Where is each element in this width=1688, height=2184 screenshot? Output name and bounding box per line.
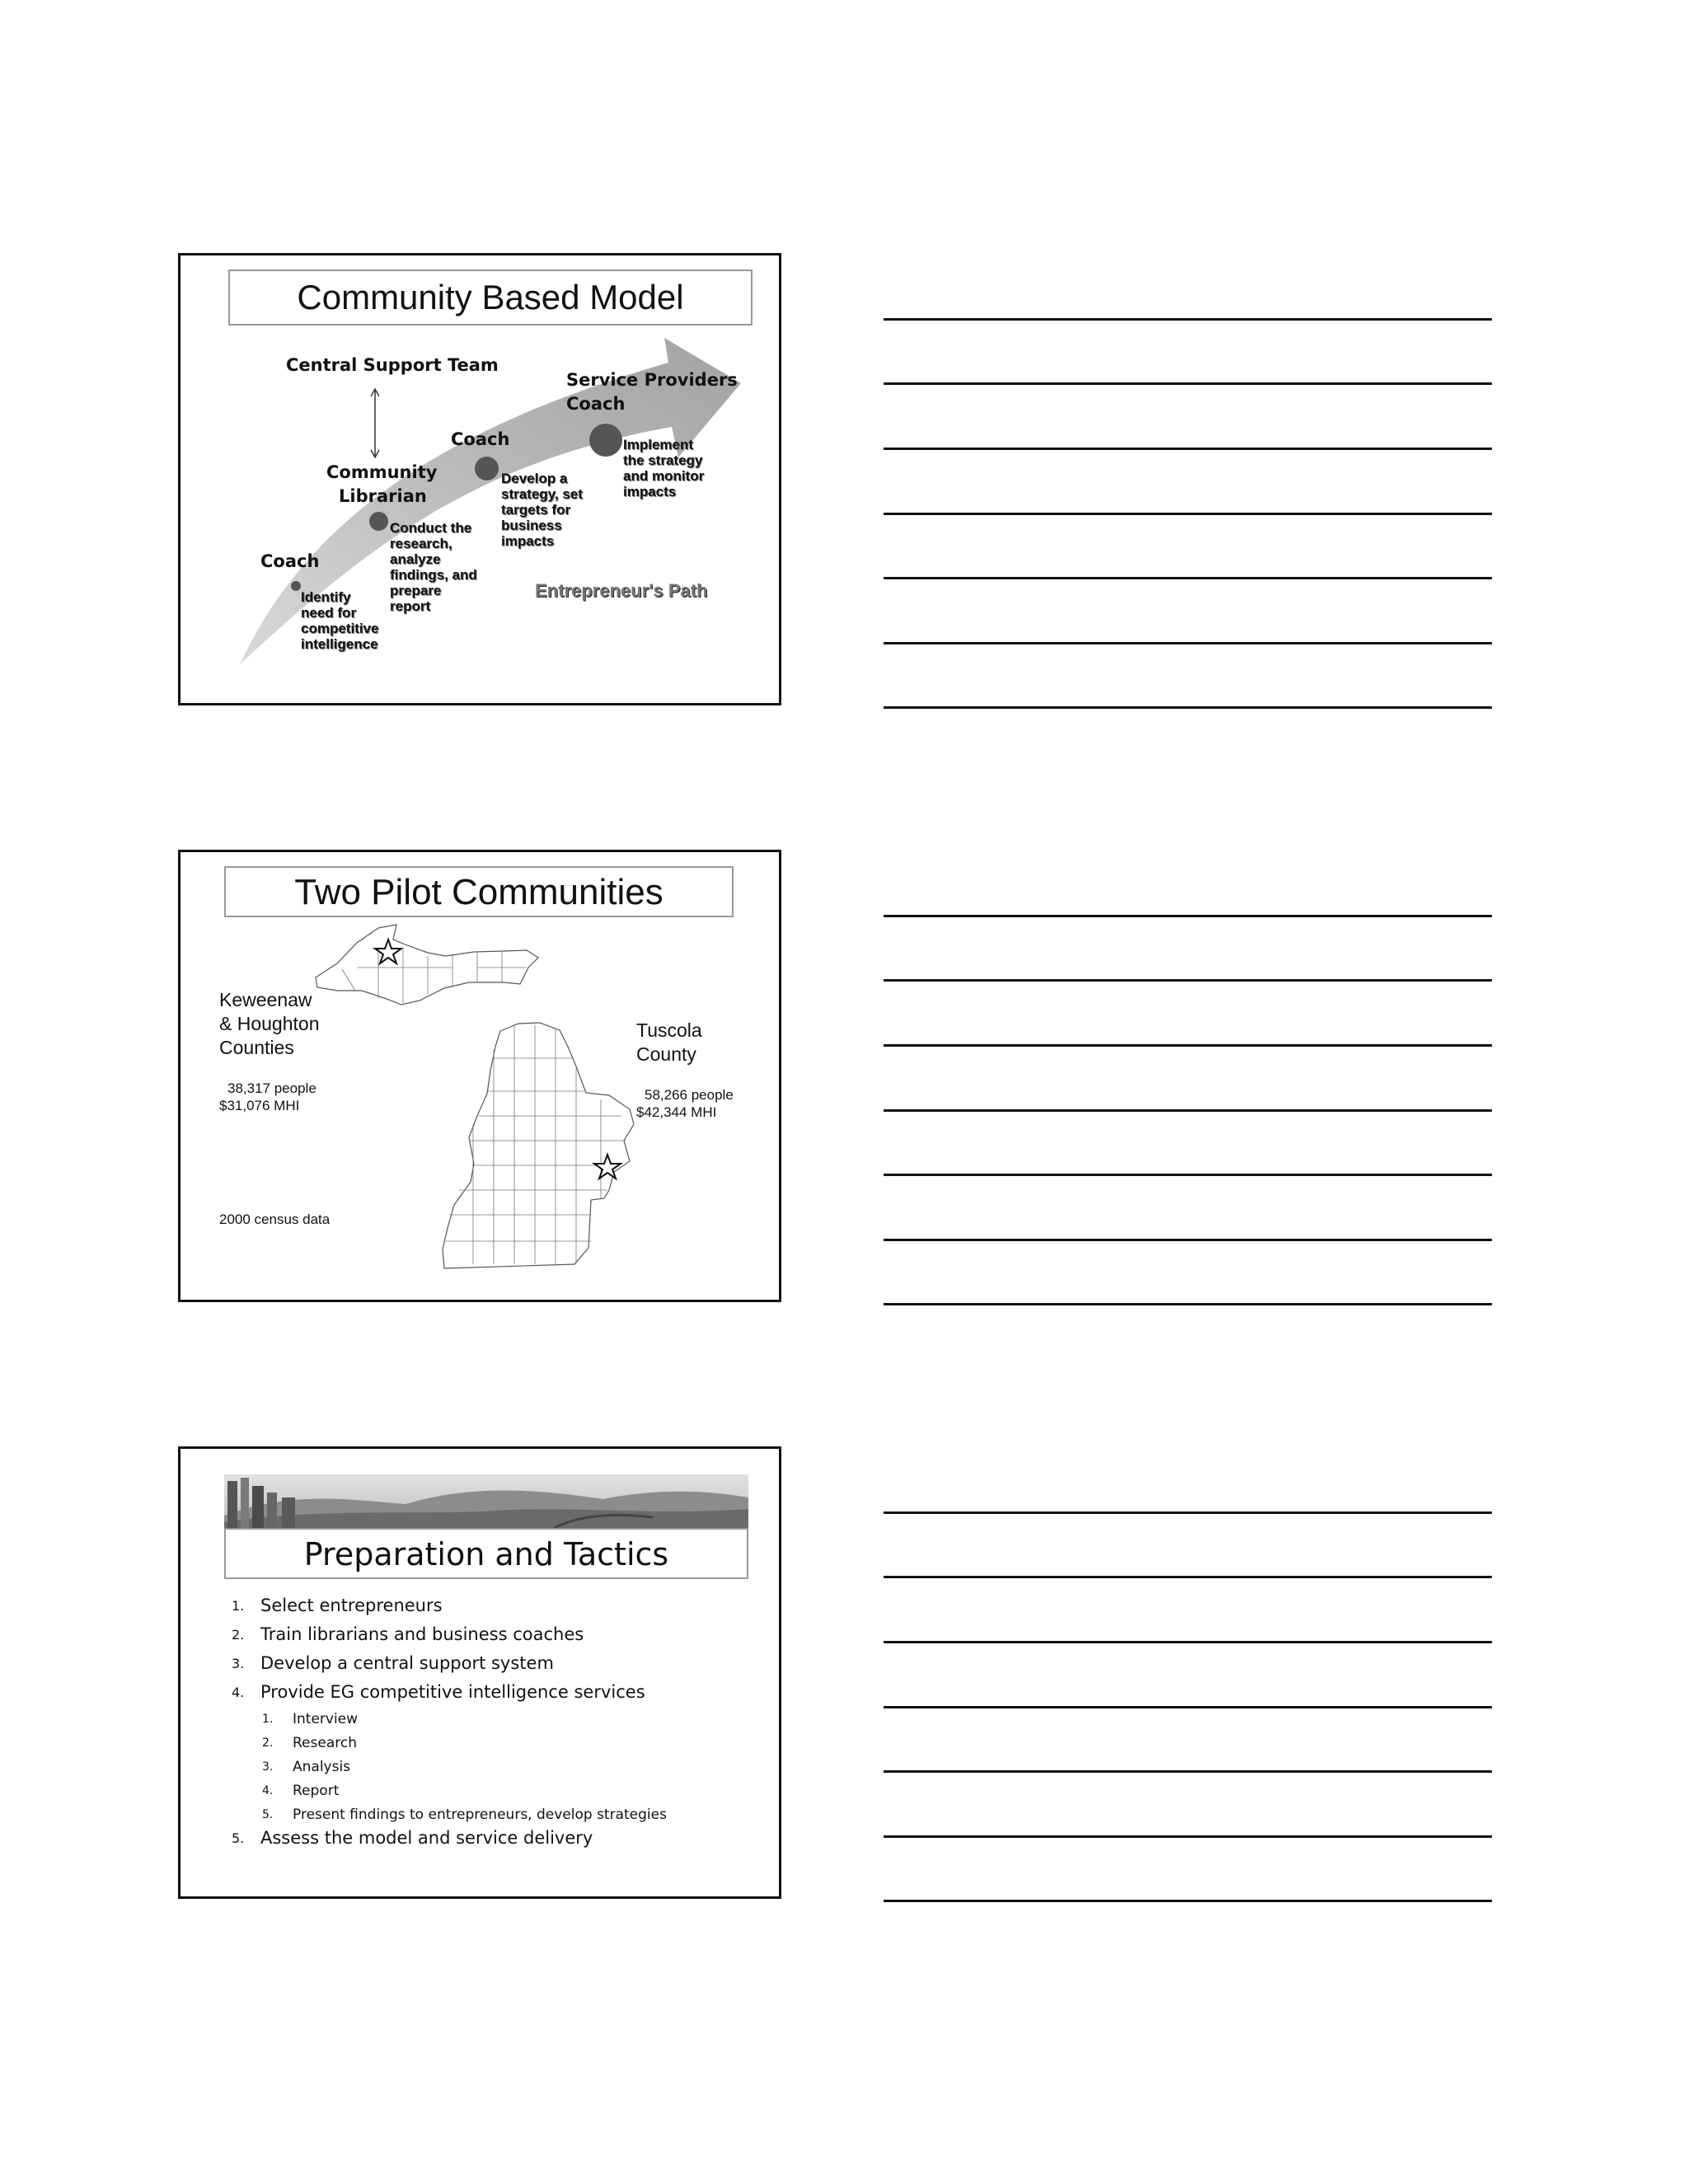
- sublist-item: 4. Report: [262, 1783, 340, 1799]
- slide-title-box: [224, 1528, 748, 1579]
- slide-preparation-and-tactics: [178, 1446, 781, 1899]
- step-dot-4: [589, 424, 622, 457]
- slide-title: Community Based Model: [297, 278, 684, 316]
- notes-line: [884, 1835, 1492, 1838]
- list-item: 4. Provide EG competitive intelligence services: [232, 1682, 645, 1702]
- step-dot-2: [369, 512, 388, 531]
- step-text-identify: Identify need for competitive intelligence: [301, 589, 379, 652]
- notes-line: [884, 1174, 1492, 1176]
- coach-label-top: Coach: [566, 394, 626, 414]
- tactics-list: [232, 1596, 645, 1709]
- census-source-note: 2000 census data: [219, 1212, 331, 1227]
- notes-line: [884, 1706, 1492, 1708]
- notes-line: [884, 1770, 1492, 1773]
- notes-line: [884, 1900, 1492, 1902]
- list-item: 1. Select entrepreneurs: [232, 1596, 443, 1615]
- service-providers-label: Service Providers: [566, 370, 738, 390]
- notes-line: [884, 915, 1492, 917]
- slide-title: Preparation and Tactics: [303, 1536, 669, 1572]
- notes-line: [884, 1303, 1492, 1305]
- tactics-list-final: [232, 1828, 593, 1857]
- sublist-item: 3. Analysis: [262, 1759, 351, 1775]
- step-text-conduct: Conduct the research, analyze findings, and prepare report: [390, 520, 477, 614]
- coach-label-left: Coach: [260, 551, 320, 571]
- notes-line: [884, 448, 1492, 450]
- list-item: 3. Develop a central support system: [232, 1653, 554, 1673]
- notes-line: [884, 513, 1492, 515]
- notes-line: [884, 642, 1492, 644]
- slide-two-pilot-communities: [178, 850, 781, 1302]
- coach-label-mid: Coach: [451, 429, 510, 449]
- librarian-label: Librarian: [339, 486, 427, 506]
- list-item: 2. Train librarians and business coaches: [232, 1624, 584, 1644]
- notes-line: [884, 979, 1492, 982]
- notes-line: [884, 1109, 1492, 1112]
- central-support-team-label: Central Support Team: [286, 355, 499, 375]
- notes-line: [884, 1044, 1492, 1047]
- notes-line: [884, 1511, 1492, 1514]
- michigan-county-map: [181, 852, 779, 1300]
- tactics-sublist: [262, 1711, 667, 1830]
- tuscola-county-label: Tuscola County: [636, 1019, 702, 1065]
- step-dot-1: [291, 581, 301, 591]
- notes-line: [884, 382, 1492, 385]
- step-text-implement: Implement the strategy and monitor impacts: [623, 437, 705, 499]
- notes-line: [884, 1239, 1492, 1241]
- entrepreneurs-path-label: Entrepreneur's Path: [535, 580, 708, 601]
- slide-title: Two Pilot Communities: [294, 872, 663, 912]
- notes-line: [884, 1576, 1492, 1578]
- slide-community-based-model: [178, 253, 781, 705]
- landscape-banner-image: [224, 1474, 748, 1528]
- sublist-item: 2. Research: [262, 1735, 357, 1751]
- keweenaw-houghton-label: Keweenaw & Houghton Counties: [219, 989, 320, 1058]
- step-dot-3: [475, 457, 499, 480]
- notes-line: [884, 1641, 1492, 1643]
- sublist-item: 5. Present findings to entrepreneurs, develop strategies: [262, 1807, 667, 1823]
- notes-line: [884, 577, 1492, 579]
- tuscola-stats: 58,266 people $42,344 MHI: [636, 1087, 734, 1120]
- notes-line: [884, 318, 1492, 321]
- notes-line: [884, 706, 1492, 709]
- list-item: 5. Assess the model and service delivery: [232, 1828, 593, 1848]
- community-label: Community: [326, 462, 438, 482]
- keweenaw-stats: 38,317 people $31,076 MHI: [219, 1080, 316, 1113]
- step-text-develop: Develop a strategy, set targets for business impacts: [501, 471, 583, 549]
- sublist-item: 1. Interview: [262, 1711, 359, 1727]
